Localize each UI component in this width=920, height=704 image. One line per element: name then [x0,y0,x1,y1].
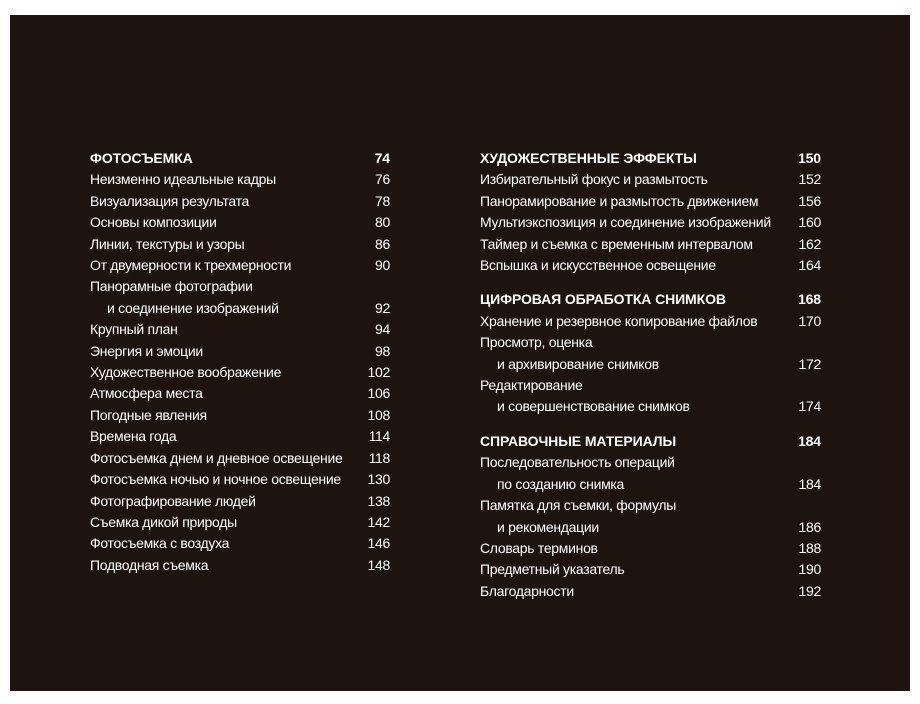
toc-entry-title [90,533,390,554]
toc-entry-title [480,495,821,538]
toc-entry-page-number: 114 [368,428,390,445]
toc-entry [480,234,821,255]
toc-entry-title [480,452,821,495]
toc-section-heading [480,431,821,452]
toc-entry-title-line: Хранение и резервное копирование файлов [480,312,758,329]
toc-section-heading [90,148,390,169]
toc-entry [90,491,390,512]
toc-entry-title-line: Редактирование [480,377,583,394]
toc-entry-title-line: по созданию снимка [497,475,625,492]
toc-entry [90,512,390,533]
toc-entry-page-number: 190 [798,561,821,578]
toc-entry [90,383,390,404]
toc-entry-title [90,448,390,469]
toc-entry-page-number: 142 [367,513,390,530]
toc-entry-title-line: Просмотр, оценка [480,334,593,351]
toc-entry [90,426,390,447]
toc-entry-title [90,341,390,362]
toc-entry [90,255,390,276]
toc-entry-page-number: 130 [367,471,390,488]
toc-entry [480,332,821,375]
toc-entry-page-number: 86 [375,235,390,252]
toc-entry [90,533,390,554]
toc-entry-title-line: Благодарности [480,582,574,599]
toc-entry-title [90,276,390,319]
toc-entry-title-line: Художественное воображение [90,364,282,381]
toc-entry [480,375,821,418]
toc-section-page-number: 184 [797,432,821,449]
toc-entry-page-number: 170 [798,312,821,329]
toc-entry-title [90,405,390,426]
toc-entry-title-line: и совершенствование снимков [497,398,690,415]
toc-entry-page-number: 80 [375,214,390,231]
toc-section-title: СПРАВОЧНЫЕ МАТЕРИАЛЫ [480,432,677,449]
toc-entry-title-line: Основы композиции [90,214,217,231]
toc-entry-title [90,319,390,340]
toc-entry [90,448,390,469]
toc-entry [480,452,821,495]
toc-entry [480,212,821,233]
toc-entry [90,276,390,319]
toc-entry-title [90,234,390,255]
toc-entry [90,555,390,576]
toc-entry-title-line: Линии, текстуры и узоры [90,235,245,252]
toc-entry-title-line: Избирательный фокус и размытость [480,171,708,188]
toc-entry [90,212,390,233]
toc-entry-title [480,234,821,255]
toc-entry-title-line: Последовательность операций [480,454,675,471]
toc-entry-page-number: 148 [367,556,390,573]
toc-section-title: ХУДОЖЕСТВЕННЫЕ ЭФФЕКТЫ [480,150,697,166]
toc-entry [480,559,821,580]
toc-entry-title-line: Фотографирование людей [90,492,256,509]
toc-entry [90,469,390,490]
toc-entry-page-number: 172 [798,355,821,372]
toc-entry-title [90,255,390,276]
toc-entry-page-number: 78 [375,192,390,209]
toc-entry-page-number: 152 [798,171,821,188]
toc-entry-title [90,191,390,212]
toc-entry-page-number: 156 [798,192,821,209]
toc-section-title: ФОТОСЪЕМКА [90,150,193,166]
toc-entry [480,311,821,332]
toc-entry-title [480,538,821,559]
toc-entry-title [90,212,390,233]
toc-entry-title-line: Панорамные фотографии [90,278,253,295]
toc-entry-page-number: 146 [367,535,390,552]
toc-entry-title-line: Мультиэкспозиция и соединение изображений [480,214,771,231]
toc-right-column [480,148,821,602]
toc-entry-page-number: 192 [798,582,821,599]
toc-entry-title-line: Словарь терминов [480,539,598,556]
toc-entry-title-line: Подводная съемка [90,556,209,573]
toc-entry-title [480,311,821,332]
toc-entry-page-number: 164 [798,257,821,274]
toc-entry-title [90,383,390,404]
toc-section-title: ЦИФРОВАЯ ОБРАБОТКА СНИМКОВ [480,291,726,308]
toc-entry-page-number: 90 [375,257,390,274]
toc-entry-title-line: Атмосфера места [90,385,203,402]
toc-entry-title-line: и рекомендации [497,518,599,535]
toc-entry-page-number: 138 [367,492,390,509]
toc-entry-page-number: 162 [798,235,821,252]
toc-entry-title [480,191,821,212]
toc-entry-title-line: Визуализация результата [90,192,250,209]
toc-entry [90,234,390,255]
toc-entry [480,581,821,602]
toc-entry [480,255,821,276]
toc-section-page-number: 74 [374,150,390,166]
toc-entry-title [90,426,390,447]
toc-section-heading [480,148,821,169]
toc-entry-title [480,559,821,580]
toc-entry-title-line: Предметный указатель [480,561,625,578]
toc-entry [480,169,821,190]
toc-entry-title-line: Вспышка и искусственное освещение [480,257,716,274]
toc-section-page-number: 150 [797,150,821,166]
toc-entry-page-number: 174 [798,398,821,415]
toc-entry-page-number: 186 [798,518,821,535]
toc-entry-title [480,212,821,233]
toc-entry-page-number: 94 [375,321,390,338]
toc-entry [90,405,390,426]
table-of-contents-page [10,15,910,691]
toc-entry-title [480,332,821,375]
toc-entry-title [480,375,821,418]
toc-entry-title [90,555,390,576]
toc-entry-title-line: Фотосъемка с воздуха [90,535,230,552]
toc-entry-page-number: 188 [798,539,821,556]
toc-entry-page-number: 102 [367,364,390,381]
toc-entry-title-line: Памятка для съемки, формулы [480,497,676,514]
toc-entry [90,191,390,212]
toc-entry [480,538,821,559]
toc-entry-title [90,512,390,533]
toc-entry-title-line: Таймер и съемка с временным интервалом [480,235,753,252]
toc-entry [90,362,390,383]
toc-entry-title [90,469,390,490]
toc-entry-title-line: Фотосъемка днем и дневное освещение [90,449,343,466]
toc-entry [90,319,390,340]
toc-entry-title-line: Крупный план [90,321,178,338]
toc-entry-title-line: От двумерности к трехмерности [90,257,292,274]
toc-entry [90,169,390,190]
toc-entry-title-line: Погодные явления [90,406,207,423]
toc-entry [480,495,821,538]
toc-section-page-number: 168 [797,291,821,308]
toc-entry-title-line: Фотосъемка ночью и ночное освещение [90,471,341,488]
toc-entry-page-number: 98 [375,342,390,359]
toc-entry-page-number: 106 [367,385,390,402]
toc-section-heading [480,289,821,310]
toc-entry-page-number: 108 [367,406,390,423]
toc-entry-page-number: 92 [375,299,390,316]
toc-entry-page-number: 76 [375,171,390,188]
toc-left-column [90,148,390,576]
toc-entry-title-line: Съемка дикой природы [90,513,237,530]
toc-entry-title [90,169,390,190]
toc-entry-page-number: 118 [368,449,390,466]
toc-entry-title-line: Энергия и эмоции [90,342,203,359]
toc-entry [90,341,390,362]
toc-entry-page-number: 184 [798,475,821,492]
toc-entry [480,191,821,212]
toc-entry-title-line: Панорамирование и размытость движением [480,192,759,209]
toc-entry-title-line: Неизменно идеальные кадры [90,171,276,188]
toc-entry-title [480,255,821,276]
toc-entry-title-line: Времена года [90,428,177,445]
toc-entry-title-line: и архивирование снимков [497,355,659,372]
toc-entry-page-number: 160 [798,214,821,231]
toc-entry-title [90,362,390,383]
toc-entry-title [480,169,821,190]
toc-entry-title [480,581,821,602]
toc-entry-title [90,491,390,512]
toc-entry-title-line: и соединение изображений [107,299,279,316]
